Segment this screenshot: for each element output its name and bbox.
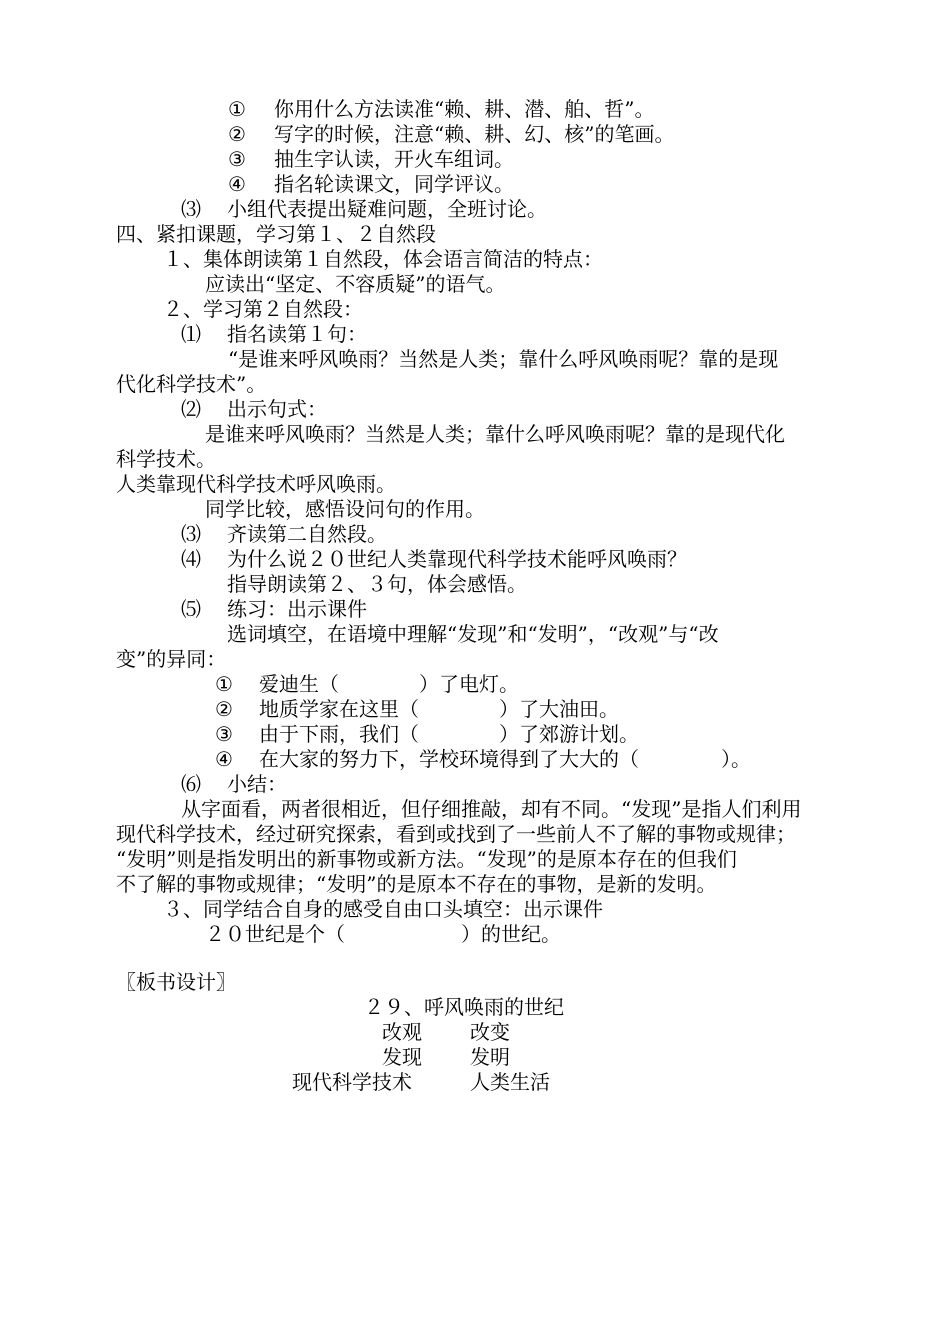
list-item <box>181 397 327 422</box>
item-marker: ⑸ <box>181 597 201 621</box>
exercise-item <box>215 722 639 747</box>
item-text: 为什么说２０世纪人类靠现代科学技术能呼风唤雨？ <box>227 547 687 571</box>
paragraph-line: 从字面看，两者很相近，但仔细推敲，却有不同。“发现”是指人们利用 <box>181 797 802 821</box>
exercise-suffix: ）。 <box>721 747 751 771</box>
exercise-suffix: ）了电灯。 <box>419 672 519 696</box>
section-heading: 四、紧扣课题，学习第１、２自然段 <box>116 222 436 246</box>
item-text: 出示句式： <box>227 397 327 421</box>
item-text: 练习：出示课件 <box>227 597 367 621</box>
paragraph-line: 同学比较，感悟设问句的作用。 <box>205 497 485 521</box>
exercise-prefix: 由于下雨，我们（ <box>259 722 419 746</box>
paragraph-line: 应读出“坚定、不容质疑”的语气。 <box>205 272 506 296</box>
exercise-prefix: 在大家的努力下，学校环境得到了大大的（ <box>259 747 639 771</box>
list-item <box>228 122 828 147</box>
item-marker: ② <box>215 697 233 721</box>
item-marker: ⑵ <box>181 397 201 421</box>
list-item <box>181 322 367 347</box>
item-marker: ⑴ <box>181 322 201 346</box>
item-text: 指名读第１句： <box>227 322 367 346</box>
exercise-prefix: ２０世纪是个（ <box>205 922 345 946</box>
subsection-heading: ３、同学结合自身的感受自由口头填空：出示课件 <box>163 897 603 921</box>
list-item <box>181 547 687 572</box>
item-marker: ③ <box>215 722 233 746</box>
board-term: 改观 <box>382 1020 422 1044</box>
paragraph-line: 选词填空，在语境中理解“发现”和“发明”，“改观”与“改 <box>227 622 719 646</box>
list-item <box>181 522 387 547</box>
list-item <box>181 772 287 797</box>
exercise-item <box>205 922 561 947</box>
item-marker: ⑶ <box>181 522 201 546</box>
paragraph-line: 现代科学技术，经过研究探索，看到或找到了一些前人不了解的事物或规律； <box>116 822 796 846</box>
paragraph-line: 人类靠现代科学技术呼风唤雨。 <box>116 472 396 496</box>
item-text: 抽生字认读，开火车组词。 <box>274 147 514 171</box>
item-marker: ① <box>215 672 233 696</box>
item-text: 写字的时候，注意“赖、耕、幻、核”的笔画。 <box>274 122 675 146</box>
item-marker: ① <box>228 97 246 121</box>
exercise-item <box>215 672 519 697</box>
item-text: 指名轮读课文，同学评议。 <box>274 172 514 196</box>
item-marker: ④ <box>215 747 233 771</box>
item-text: 你用什么方法读准“赖、耕、潜、舶、哲”。 <box>274 97 655 121</box>
list-item <box>228 97 828 122</box>
exercise-suffix: ）了郊游计划。 <box>499 722 639 746</box>
exercise-prefix: 爱迪生（ <box>259 672 339 696</box>
exercise-item <box>215 697 619 722</box>
quote-line: 代化科学技术”。 <box>116 372 267 396</box>
exercise-item <box>215 747 751 772</box>
paragraph-line: 是谁来呼风唤雨？当然是人类；靠什么呼风唤雨呢？靠的是现代化 <box>205 422 785 446</box>
paragraph-line: １、集体朗读第１自然段，体会语言简洁的特点： <box>163 247 603 271</box>
paragraph-line: 指导朗读第２、３句，体会感悟。 <box>227 572 527 596</box>
exercise-prefix: 地质学家在这里（ <box>259 697 419 721</box>
item-text: 齐读第二自然段。 <box>227 522 387 546</box>
item-text: 小结： <box>227 772 287 796</box>
list-item <box>181 197 781 222</box>
list-item <box>228 172 828 197</box>
list-item <box>181 597 367 622</box>
item-marker: ⑷ <box>181 547 201 571</box>
board-term: 现代科学技术 <box>292 1070 412 1094</box>
paragraph-line: 科学技术。 <box>116 447 216 471</box>
board-term: 发现 <box>382 1045 422 1069</box>
item-marker: ⑶ <box>181 197 201 221</box>
item-marker: ⑹ <box>181 772 201 796</box>
list-item <box>228 147 828 172</box>
item-marker: ④ <box>228 172 246 196</box>
item-text: 小组代表提出疑难问题，全班讨论。 <box>227 197 547 221</box>
board-title: ２９、呼风唤雨的世纪 <box>364 995 564 1019</box>
subsection-heading: ２、学习第２自然段： <box>163 297 363 321</box>
item-marker: ③ <box>228 147 246 171</box>
item-marker: ② <box>228 122 246 146</box>
board-heading: 〖板书设计〗 <box>116 970 236 994</box>
board-term: 人类生活 <box>470 1070 550 1094</box>
board-term: 改变 <box>470 1020 510 1044</box>
paragraph-line: 不了解的事物或规律；“发明”的是原本不存在的事物，是新的发明。 <box>116 872 717 896</box>
paragraph-line: 变”的异同： <box>116 647 227 671</box>
exercise-suffix: ）的世纪。 <box>461 922 561 946</box>
paragraph-line: “发明”则是指发明出的新事物或新方法。“发现”的是原本存在的但我们 <box>116 847 737 871</box>
exercise-suffix: ）了大油田。 <box>499 697 619 721</box>
quote-line: “是谁来呼风唤雨？当然是人类；靠什么呼风唤雨呢？靠的是现 <box>228 347 779 371</box>
board-term: 发明 <box>470 1045 510 1069</box>
